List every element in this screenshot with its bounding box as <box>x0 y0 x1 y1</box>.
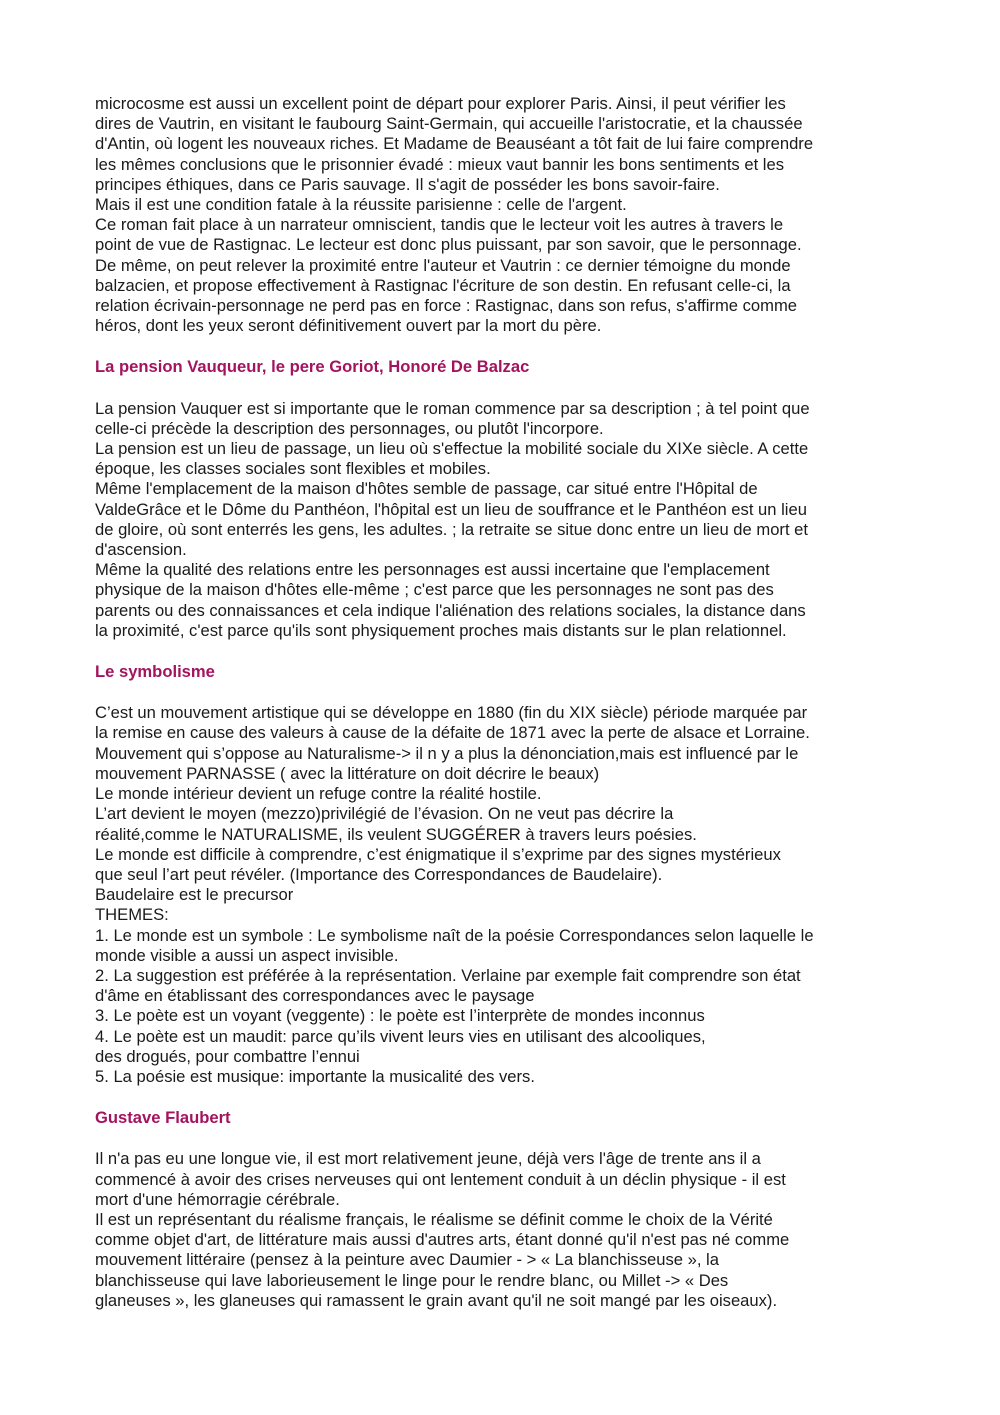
text-line: commencé à avoir des crises nerveuses qui ont lentement conduit à un déclin physique - il est <box>95 1169 786 1189</box>
text-line: point de vue de Rastignac. Le lecteur est donc plus puissant, par son savoir, que le personnage. <box>95 235 802 255</box>
text-line: C’est un mouvement artistique qui se développe en 1880 (fin du XIX siècle) période marquée par <box>95 703 808 723</box>
text-line: réalité,comme le NATURALISME, ils veulent SUGGÉRER à travers leurs poésies. <box>95 824 697 844</box>
section-pension-vauquer <box>95 357 925 641</box>
text-line: parents ou des connaissances et cela indique l'aliénation des relations sociales, la distance dans <box>95 600 806 620</box>
text-line: dires de Vautrin, en visitant le faubourg Saint-Germain, qui accueille l'aristocratie, et la chaussée <box>95 114 803 134</box>
text-line: De même, on peut relever la proximité entre l'auteur et Vautrin : ce dernier témoigne du monde <box>95 255 791 275</box>
text-line: les mêmes conclusions que le prisonnier évadé : mieux vaut bannir les bons sentiments et les <box>95 154 784 174</box>
text-line: époque, les classes sociales sont flexibles et mobiles. <box>95 459 491 479</box>
section-heading: La pension Vauqueur, le pere Goriot, Honoré De Balzac <box>95 357 530 377</box>
text-line: Le monde intérieur devient un refuge contre la réalité hostile. <box>95 784 542 804</box>
text-line: principes éthiques, dans ce Paris sauvage. Il s'agit de posséder les bons savoir-faire. <box>95 174 720 194</box>
text-line: d'ascension. <box>95 540 187 560</box>
text-line: La pension est un lieu de passage, un lieu où s'effectue la mobilité sociale du XIXe siècle. A cette <box>95 439 809 459</box>
text-line: microcosme est aussi un excellent point de départ pour explorer Paris. Ainsi, il peut vérifier les <box>95 94 786 113</box>
text-line: mort d'une hémorragie cérébrale. <box>95 1189 340 1209</box>
document-page <box>95 94 925 1311</box>
text-line: La pension Vauquer est si importante que le roman commence par sa description ; à tel point que <box>95 398 810 418</box>
text-line: 5. La poésie est musique: importante la musicalité des vers. <box>95 1066 535 1086</box>
section-heading: Gustave Flaubert <box>95 1108 231 1128</box>
text-line: mouvement littéraire (pensez à la peinture avec Daumier - > « La blanchisseuse », la <box>95 1250 719 1270</box>
text-line: 3. Le poète est un voyant (veggente) : le poète est l’interprète de mondes inconnus <box>95 1006 705 1026</box>
text-line: Baudelaire est le precursor <box>95 885 294 905</box>
text-line: Mais il est une condition fatale à la réussite parisienne : celle de l'argent. <box>95 195 627 215</box>
text-line: celle-ci précède la description des personnages, ou plutôt l'incorpore. <box>95 418 604 438</box>
text-line: Le monde est difficile à comprendre, c’est énigmatique il s’exprime par des signes mystérieux <box>95 844 781 864</box>
text-line: d'Antin, où logent les nouveaux riches. Et Madame de Beauséant a tôt fait de lui faire comprendre <box>95 134 814 154</box>
text-line: 2. La suggestion est préférée à la représentation. Verlaine par exemple fait comprendre son état <box>95 965 801 985</box>
intro-block <box>95 94 925 336</box>
text-line: Il n'a pas eu une longue vie, il est mort relativement jeune, déjà vers l'âge de trente ans il a <box>95 1149 761 1169</box>
text-line: mouvement PARNASSE ( avec la littérature on doit décrire le beaux) <box>95 763 600 783</box>
text-line: la proximité, c'est parce qu'ils sont physiquement proches mais distants sur le plan relationnel. <box>95 620 787 640</box>
text-line: Ce roman fait place à un narrateur omniscient, tandis que le lecteur voit les autres à travers le <box>95 215 784 235</box>
text-line: L’art devient le moyen (mezzo)privilégié de l’évasion. On ne veut pas décrire la <box>95 804 674 824</box>
section-flaubert <box>95 1108 925 1311</box>
text-line: comme objet d'art, de littérature mais aussi d'autres arts, étant donné qu'il n'est pas né comme <box>95 1230 790 1250</box>
text-line: des drogués, pour combattre l’ennui <box>95 1046 360 1066</box>
text-line: THEMES: <box>95 905 169 925</box>
text-line: d'âme en établissant des correspondances avec le paysage <box>95 986 535 1006</box>
text-line: glaneuses », les glaneuses qui ramassent le grain avant qu'il ne soit mangé par les oiseaux). <box>95 1290 778 1310</box>
text-line: 1. Le monde est un symbole : Le symbolisme naît de la poésie Correspondances selon laquelle le <box>95 925 814 945</box>
text-line: de gloire, où sont enterrés les gens, les adultes. ; la retraite se situe donc entre un lieu de mort et <box>95 519 809 539</box>
text-line: blanchisseuse qui lave laborieusement le linge pour le rendre blanc, ou Millet -> « Des <box>95 1270 729 1290</box>
section-heading: Le symbolisme <box>95 662 215 682</box>
text-line: Même l'emplacement de la maison d'hôtes semble de passage, car situé entre l'Hôpital de <box>95 479 758 499</box>
text-line: que seul l’art peut révéler. (Importance des Correspondances de Baudelaire). <box>95 864 663 884</box>
text-line: héros, dont les yeux seront définitivement ouvert par la mort du père. <box>95 316 602 336</box>
text-line: Même la qualité des relations entre les personnages est aussi incertaine que l'emplacement <box>95 560 770 580</box>
text-line: 4. Le poète est un maudit: parce qu’ils vivent leurs vies en utilisant des alcooliques, <box>95 1026 706 1046</box>
section-symbolisme <box>95 662 925 1087</box>
text-line: relation écrivain-personnage ne perd pas en force : Rastignac, dans son refus, s'affirme comme <box>95 296 798 316</box>
text-line: monde visible a aussi un aspect invisible. <box>95 945 399 965</box>
text-line: la remise en cause des valeurs à cause de la défaite de 1871 avec la perte de alsace et Lorraine. <box>95 723 810 743</box>
text-line: Mouvement qui s’oppose au Naturalisme-> il n y a plus la dénonciation,mais est influencé par le <box>95 743 799 763</box>
text-line: balzacien, et propose effectivement à Rastignac l'écriture de son destin. En refusant celle-ci, la <box>95 275 791 295</box>
text-line: physique de la maison d'hôtes elle-même ; c'est parce que les personnages ne sont pas des <box>95 580 774 600</box>
text-line: Il est un représentant du réalisme français, le réalisme se définit comme le choix de la Vérité <box>95 1209 773 1229</box>
text-line: ValdeGrâce et le Dôme du Panthéon, l'hôpital est un lieu de souffrance et le Panthéon est un lieu <box>95 499 807 519</box>
